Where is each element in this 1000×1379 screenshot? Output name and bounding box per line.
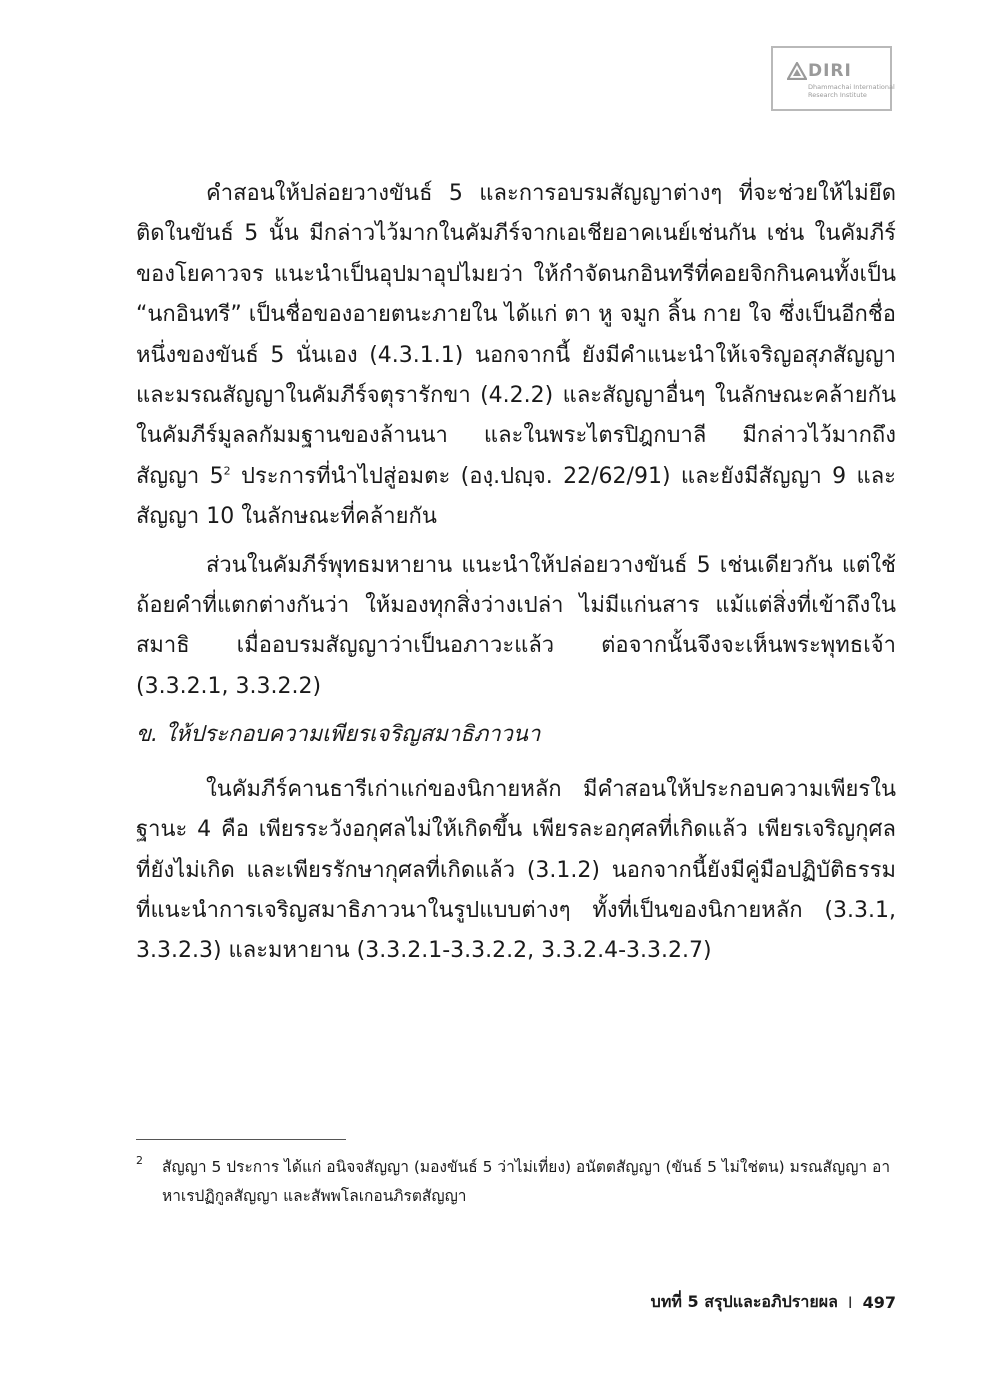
- footer-separator: I: [847, 1293, 853, 1312]
- paragraph-1-text-after: ประการที่นำไปสู่อมตะ (องฺ.ปญฺจ. 22/62/91) และยังมีสัญญา 9 และสัญญา 10 ในลักษณะที่คล้ายกัน: [136, 463, 896, 530]
- paragraph-2: ส่วนในคัมภีร์พุทธมหายาน แนะนำให้ปล่อยวางขันธ์ 5 เช่นเดียวกัน แต่ใช้ถ้อยคำที่แตกต่างกันว่า ให้มองทุกสิ่งว่างเปล่า ไม่มีแก่นสาร แม้แต่สิ่งที่เข้าถึงในสมาธิ เมื่ออบรมสัญญาว่าเป็นอภาวะแล้ว ต่อจากนั้นจึงจะเห็นพระพุทธเจ้า (3.3.2.1, 3.3.2.2): [136, 552, 896, 699]
- footnote-number: 2: [136, 1154, 143, 1167]
- footnote-ref[interactable]: 2: [223, 464, 231, 478]
- logo-subtitle-line1: Dhammachai International: [808, 83, 895, 91]
- footnote: [136, 1153, 896, 1211]
- footnote-text: สัญญา 5 ประการ ได้แก่ อนิจจสัญญา (มองขันธ์ 5 ว่าไม่เที่ยง) อนัตตสัญญา (ขันธ์ 5 ไม่ใช่ตน) มรณสัญญา อาหาเรปฏิกูลสัญญา และสัพพโลเกอนภิรตสัญญา: [162, 1158, 891, 1205]
- paragraph-3: ในคัมภีร์คานธารีเก่าแก่ของนิกายหลัก มีคำสอนให้ประกอบความเพียรในฐานะ 4 คือ เพียรระวังอกุศลไม่ให้เกิดขึ้น เพียรละอกุศลที่เกิดแล้ว เพียรเจริญกุศลที่ยังไม่เกิด และเพียรรักษากุศลที่เกิดแล้ว (3.1.2) นอกจากนี้ยังมีคู่มือปฏิบัติธรรมที่แนะนำการเจริญสมาธิภาวนาในรูปแบบต่างๆ ทั้งที่เป็นของนิกายหลัก (3.3.1, 3.3.2.3) และมหายาน (3.3.2.1-3.3.2.2, 3.3.2.4-3.3.2.7): [136, 776, 896, 964]
- main-text: [136, 174, 896, 972]
- diri-logo: [771, 46, 895, 111]
- logo-subtitle: [808, 83, 895, 99]
- logo-name: DIRI: [808, 61, 852, 81]
- section-heading: ข. ให้ประกอบความเพียรเจริญสมาธิภาวนา: [136, 722, 541, 748]
- page-number: 497: [862, 1293, 896, 1312]
- paragraph-1-text: คำสอนให้ปล่อยวางขันธ์ 5 และการอบรมสัญญาต่างๆ ที่จะช่วยให้ไม่ยึดติดในขันธ์ 5 นั้น มีกล่าวไว้มากในคัมภีร์จากเอเชียอาคเนย์เช่นกัน เช่น ในคัมภีร์ของโยคาวจร แนะนำเป็นอุปมาอุปไมยว่า ให้กำจัดนกอินทรีที่คอยจิกกินคนทั้งเป็น “นกอินทรี” เป็นชื่อของอายตนะภายใน ได้แก่ ตา หู จมูก ลิ้น กาย ใจ ซึ่งเป็นอีกชื่อหนึ่งของขันธ์ 5 นั่นเอง (4.3.1.1) นอกจากนี้ ยังมีคำแนะนำให้เจริญอสุภสัญญา และมรณสัญญาในคัมภีร์จตุรารักขา (4.2.2) และสัญญาอื่นๆ ในลักษณะคล้ายกันในคัมภีร์มูลลกัมมฐานของล้านนา และในพระไตรปิฎกบาลี มีกล่าวไว้มากถึงสัญญา 5: [136, 181, 896, 489]
- triangle-logo-icon: [787, 62, 807, 80]
- chapter-title: บทที่ 5 สรุปและอภิปรายผล: [650, 1292, 838, 1311]
- logo-subtitle-line2: Research Institute: [808, 91, 867, 99]
- page-footer: [651, 1290, 896, 1315]
- footnote-divider: [136, 1139, 346, 1140]
- paragraph-1: [136, 174, 896, 538]
